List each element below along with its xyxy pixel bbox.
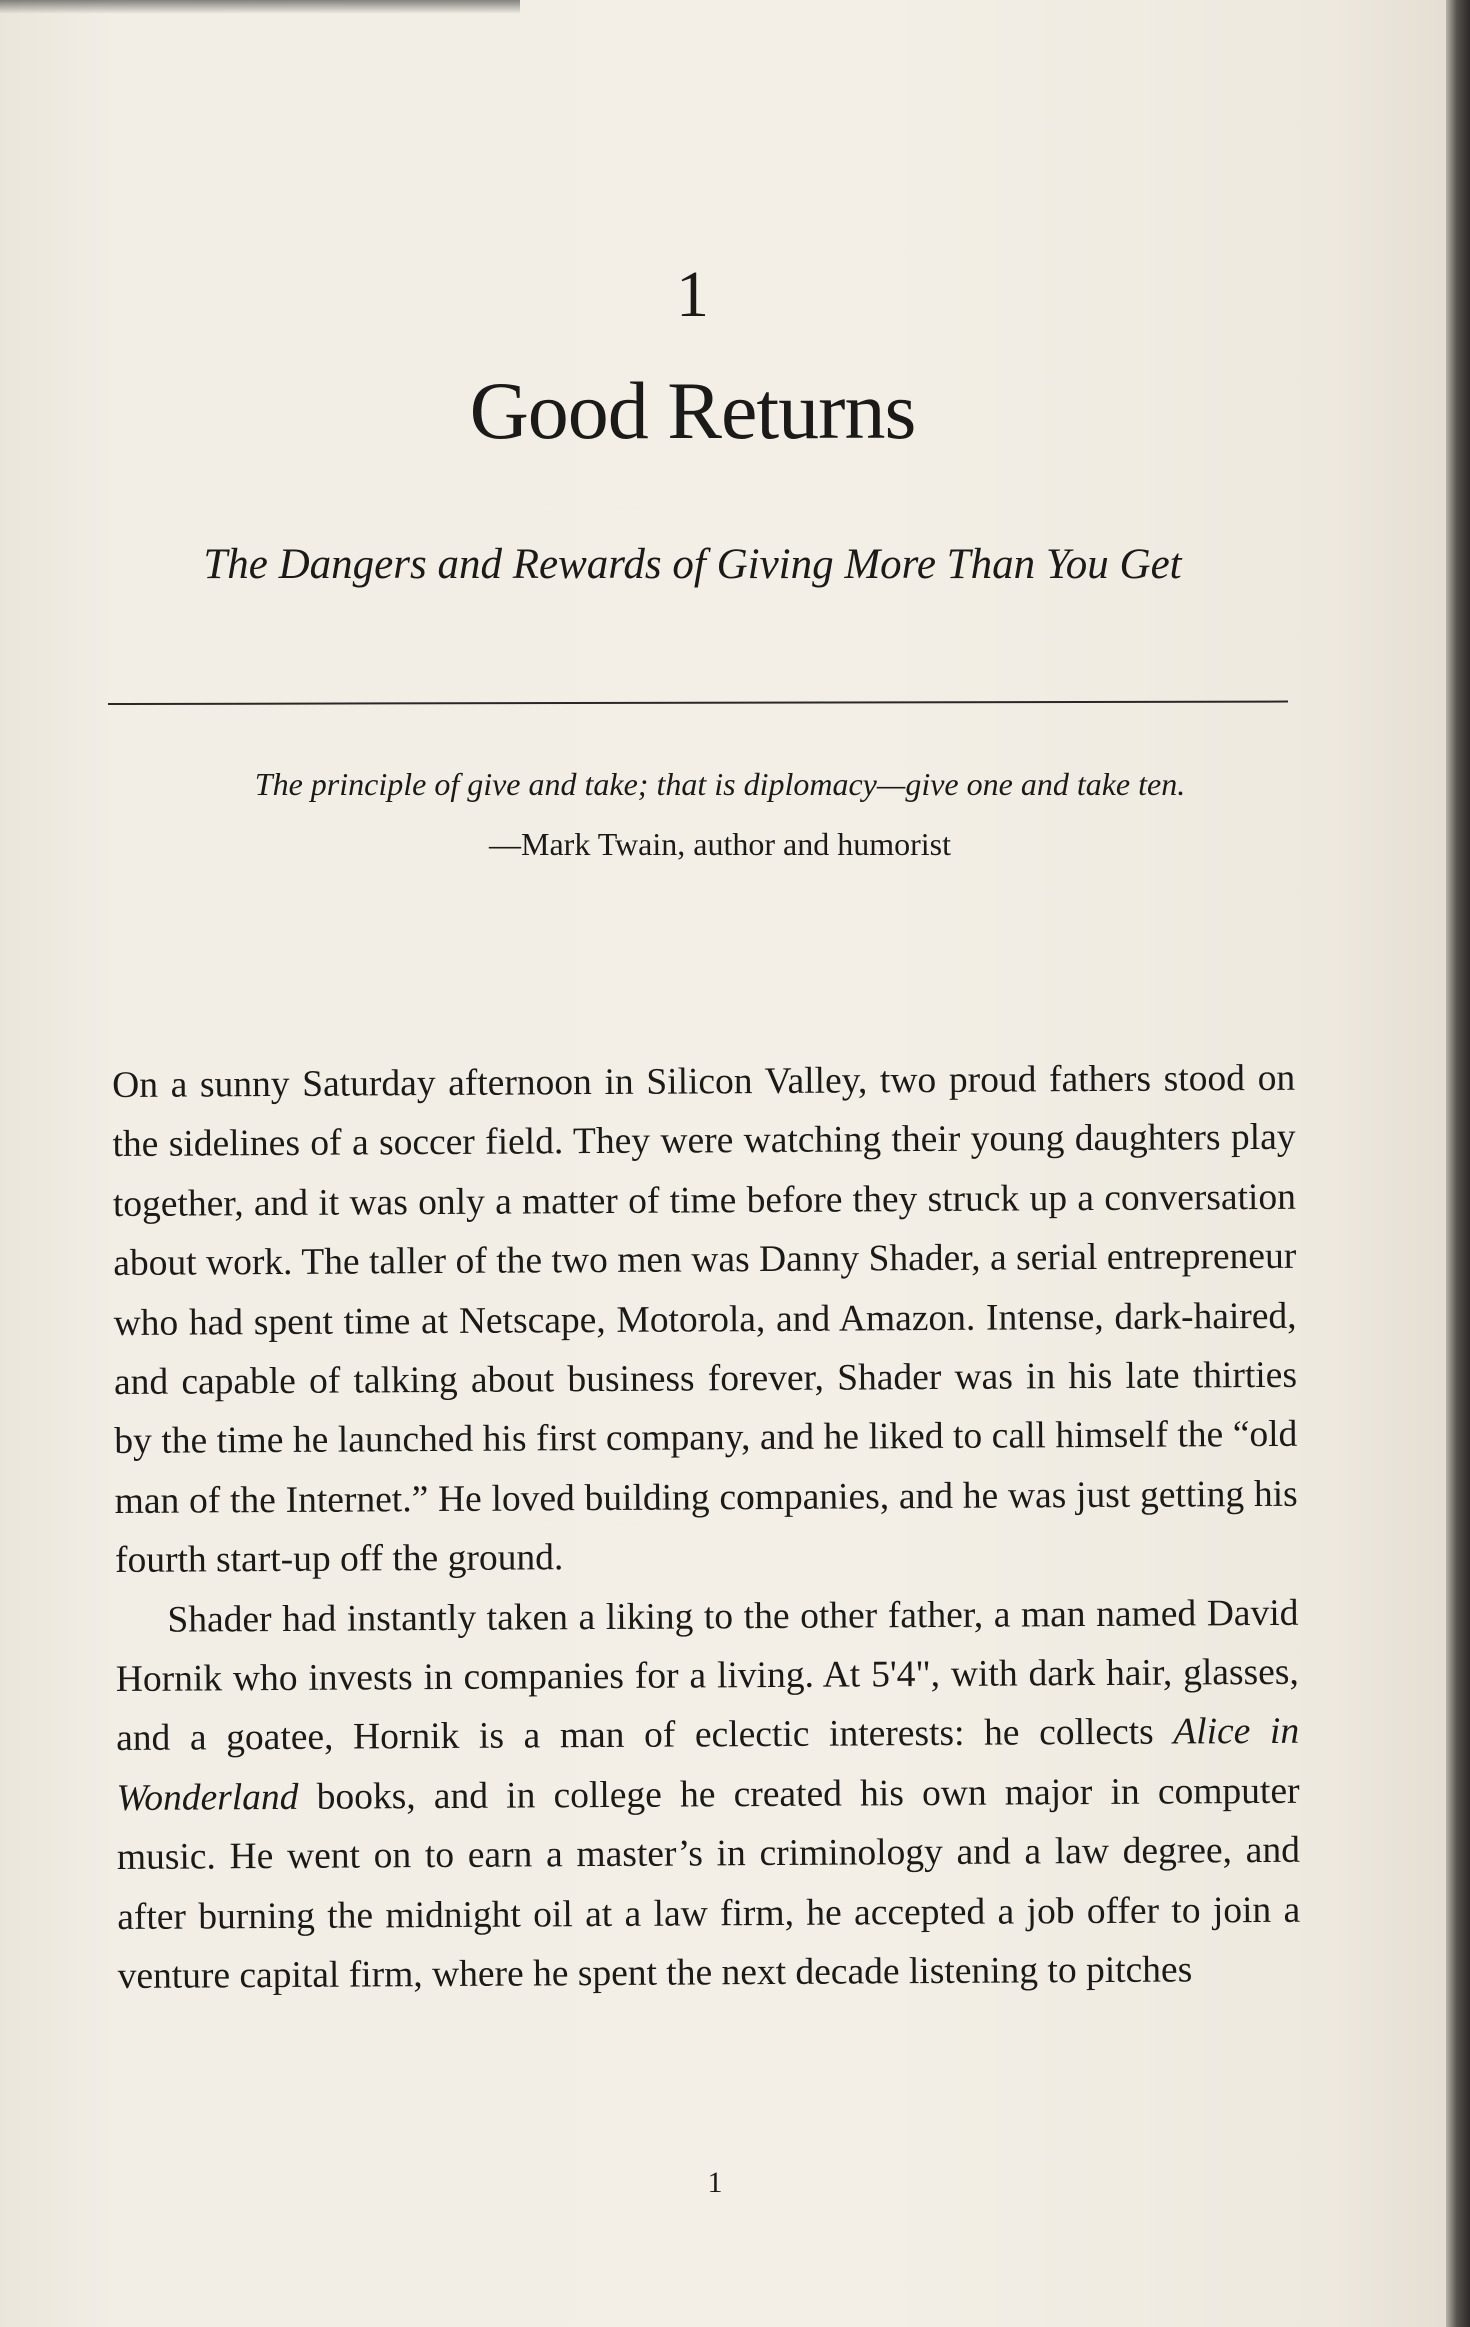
- paragraph: [115, 1583, 1301, 2006]
- paragraph-text: books, and in college he created his own major in computer music. He went on to earn a master’s in criminology and a law degree, and after burning the midnight oil at a law firm, he accepted a job offer to join a venture capital firm, where he spent the next decade listening to pitches: [116, 1770, 1301, 1998]
- paragraph-text: Shader had instantly taken a liking to the other father, a man named David Hornik who invests in companies for a living. At 5'4", with dark hair, glasses, and a goatee, Hornik is a man of eclectic interests: he collects: [115, 1592, 1299, 1760]
- divider-rule: [108, 701, 1288, 705]
- book-title: Alice in Wonderland: [116, 1711, 1300, 1819]
- chapter-title: Good Returns: [469, 365, 916, 456]
- chapter-number: 1: [676, 258, 709, 331]
- paragraph: On a sunny Saturday afternoon in Silicon Valley, two proud fathers stood on the sidelines of a soccer field. They were watching their young daughters play together, and it was only a matter of time before they struck up a conversation about work. The taller of the two men was Danny Shader, a serial entrepreneur who had spent time at Netscape, Motorola, and Amazon. Intense, dark-haired, and capable of talking about business forever, Shader was in his late thirties by the time he launched his first company, and he liked to call himself the “old man of the Internet.” He loved building companies, and he was just getting his fourth start-up off the ground.: [112, 1057, 1298, 1582]
- body-text: [112, 1049, 1301, 2007]
- page-edge: [1446, 0, 1470, 2327]
- epigraph-quote: The principle of give and take; that is diplomacy—give one and take ten.: [254, 766, 1186, 802]
- chapter-subtitle: The Dangers and Rewards of Giving More Than You Get: [203, 541, 1182, 588]
- page-shadow: [0, 0, 520, 14]
- page-number: 1: [707, 2166, 723, 2199]
- epigraph-attribution: —Mark Twain, author and humorist: [489, 826, 951, 862]
